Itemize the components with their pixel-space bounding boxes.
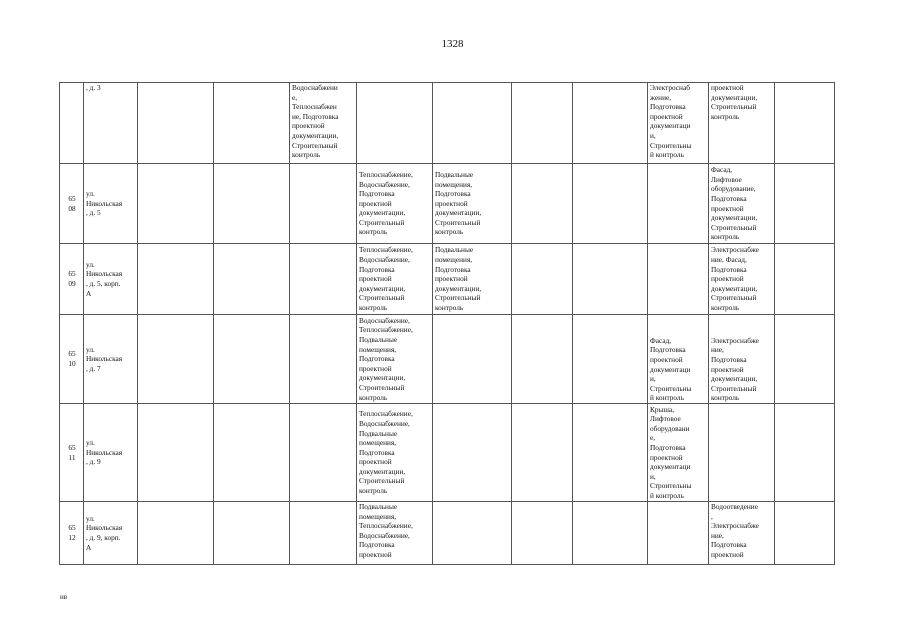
works-cell: Крыша, Лифтовое оборудовани е, Подготовка проектной документаци и, Строительны й контроль (648, 404, 709, 502)
works-cell (433, 404, 512, 502)
works-cell: Теплоснабжение, Водоснабжение, Подготовка проектной документации, Строительный контроль (357, 244, 433, 315)
table-row (60, 244, 835, 315)
table-cell (512, 315, 573, 404)
table-cell (138, 404, 214, 502)
repair-schedule-table (59, 82, 835, 565)
row-number: 65 08 (60, 164, 84, 244)
works-cell (290, 404, 357, 502)
works-cell: Водоснабжение, Теплоснабжение, Подвальные помещения, Подготовка проектной документации, Строительный контроль (357, 315, 433, 404)
table-cell (214, 404, 290, 502)
works-cell: Водоснабжени е, Теплоснабжен ие, Подготовка проектной документации, Строительный контроль (290, 83, 357, 164)
works-cell: Теплоснабжение, Водоснабжение, Подвальные помещения, Подготовка проектной документации, Строительный контроль (357, 404, 433, 502)
table-cell (775, 315, 835, 404)
works-cell: Подвальные помещения, Подготовка проектной документации, Строительный контроль (433, 164, 512, 244)
table-cell (573, 244, 648, 315)
table-cell (512, 244, 573, 315)
table-row (60, 404, 835, 502)
table-cell (214, 244, 290, 315)
works-cell (433, 315, 512, 404)
table-cell (214, 315, 290, 404)
works-cell: Электроснаб жение, Подготовка проектной документаци и, Строительны й контроль (648, 83, 709, 164)
table-cell (512, 83, 573, 164)
table-cell (512, 164, 573, 244)
table-cell (512, 404, 573, 502)
table-cell (214, 83, 290, 164)
works-cell: Теплоснабжение, Водоснабжение, Подготовка проектной документации, Строительный контроль (357, 164, 433, 244)
address-cell: ул. Никольская , д. 5 (84, 164, 138, 244)
works-cell: Подвальные помещения, Подготовка проектной документации, Строительный контроль (433, 244, 512, 315)
table-cell (573, 502, 648, 565)
table-cell (138, 164, 214, 244)
footer-mark: нв (60, 593, 68, 601)
table-cell (775, 502, 835, 565)
page-number: 1328 (441, 38, 464, 50)
works-cell: Подвальные помещения, Теплоснабжение, Водоснабжение, Подготовка проектной (357, 502, 433, 565)
works-cell (648, 244, 709, 315)
table-cell (775, 404, 835, 502)
table-cell (214, 502, 290, 565)
table-cell (573, 404, 648, 502)
table-cell (573, 164, 648, 244)
table-cell (512, 502, 573, 565)
works-cell (290, 502, 357, 565)
table-cell (214, 164, 290, 244)
works-cell (648, 164, 709, 244)
address-cell: ул. Никольская , д. 9, корп. А (84, 502, 138, 565)
row-number: 65 11 (60, 404, 84, 502)
works-cell (357, 83, 433, 164)
works-cell: Фасад, Подготовка проектной документаци и, Строительны й контроль (648, 315, 709, 404)
works-cell: проектной документации, Строительный контроль (709, 83, 775, 164)
works-cell (290, 244, 357, 315)
table-cell (573, 83, 648, 164)
works-cell (290, 315, 357, 404)
row-number: 65 09 (60, 244, 84, 315)
works-cell (433, 502, 512, 565)
row-number: 65 12 (60, 502, 84, 565)
table-cell (775, 244, 835, 315)
address-cell: , д. 3 (84, 83, 138, 164)
table-cell (775, 164, 835, 244)
address-cell: ул. Никольская , д. 5, корп. А (84, 244, 138, 315)
works-cell (648, 502, 709, 565)
address-cell: ул. Никольская , д. 7 (84, 315, 138, 404)
row-number (60, 83, 84, 164)
table-cell (138, 83, 214, 164)
table-row (60, 315, 835, 404)
works-cell: Электроснабже ние, Подготовка проектной документации, Строительный контроль (709, 315, 775, 404)
table-cell (775, 83, 835, 164)
table-row (60, 502, 835, 565)
table-row (60, 83, 835, 164)
row-number: 65 10 (60, 315, 84, 404)
table-cell (138, 315, 214, 404)
works-cell (709, 404, 775, 502)
table-cell (138, 244, 214, 315)
works-cell (290, 164, 357, 244)
table-cell (573, 315, 648, 404)
works-cell: Электроснабже ние, Фасад, Подготовка проектной документации, Строительный контроль (709, 244, 775, 315)
table-cell (138, 502, 214, 565)
table-row (60, 164, 835, 244)
works-cell: Водоотведение , Электроснабже ние, Подготовка проектной (709, 502, 775, 565)
works-cell: Фасад, Лифтовое оборудование, Подготовка проектной документации, Строительный контроль (709, 164, 775, 244)
works-cell (433, 83, 512, 164)
address-cell: ул. Никольская , д. 9 (84, 404, 138, 502)
